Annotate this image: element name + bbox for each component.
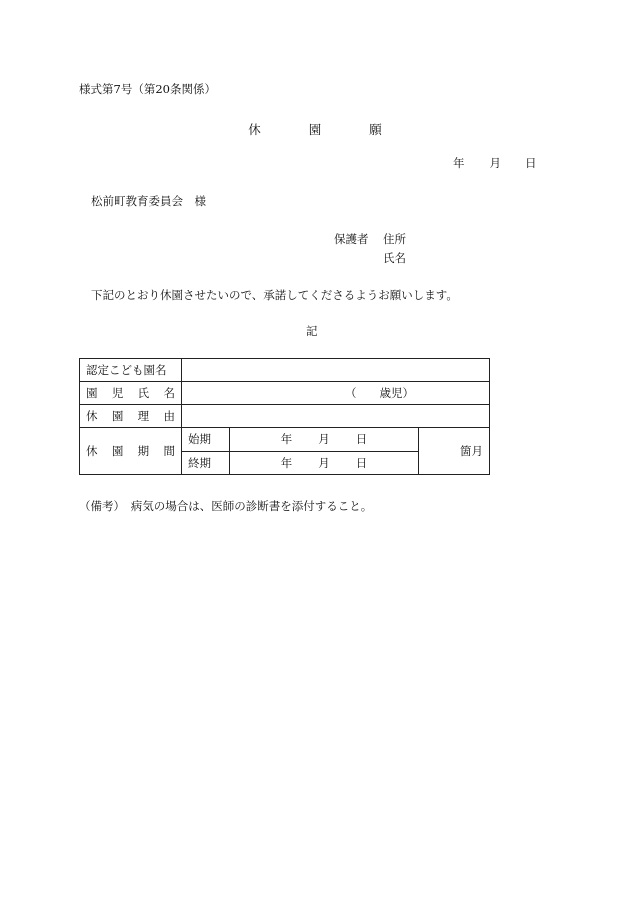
title-char: 休	[248, 122, 261, 137]
form-number: 様式第7号（第20条関係）	[79, 82, 216, 96]
end-date-field[interactable]: 年 月 日	[230, 451, 419, 475]
months-label: 箇月	[460, 444, 484, 458]
months-field[interactable]	[419, 428, 490, 475]
address-label: 住所	[383, 232, 406, 246]
date-year: 年	[453, 156, 465, 170]
start-date-field[interactable]: 年 月 日	[230, 428, 419, 452]
request-text: 下記のとおり休園させたいので、承諾してくださるようお願いします。	[91, 288, 458, 302]
age-text: （ 歳児）	[345, 386, 415, 400]
leave-form-table	[79, 358, 490, 475]
ki-heading: 記	[306, 324, 318, 338]
period-label: 休 園 期 間	[80, 428, 182, 475]
date-day: 日	[525, 156, 537, 170]
table-row	[80, 359, 490, 382]
table-row	[80, 428, 490, 452]
guardian-label: 保護者	[334, 232, 369, 246]
child-name-label: 園 児 氏 名	[80, 382, 182, 405]
start-label: 始期	[182, 428, 230, 452]
title-char: 園	[308, 122, 322, 137]
child-name-field[interactable]	[182, 382, 490, 405]
end-label: 終期	[182, 451, 230, 475]
recipient: 松前町教育委員会 様	[91, 194, 206, 208]
remarks-note: （備考） 病気の場合は、医師の診断書を添付すること。	[79, 499, 373, 513]
name-label: 氏名	[383, 251, 406, 265]
table-row	[80, 405, 490, 428]
page-title	[200, 120, 430, 138]
date-month: 月	[489, 156, 501, 170]
table-row	[80, 382, 490, 405]
date-line	[453, 155, 537, 171]
reason-label: 休 園 理 由	[80, 405, 182, 428]
title-char: 願	[369, 122, 382, 137]
reason-field[interactable]	[182, 405, 490, 428]
school-name-field[interactable]	[182, 359, 490, 382]
school-name-label: 認定こども園名	[80, 359, 182, 382]
